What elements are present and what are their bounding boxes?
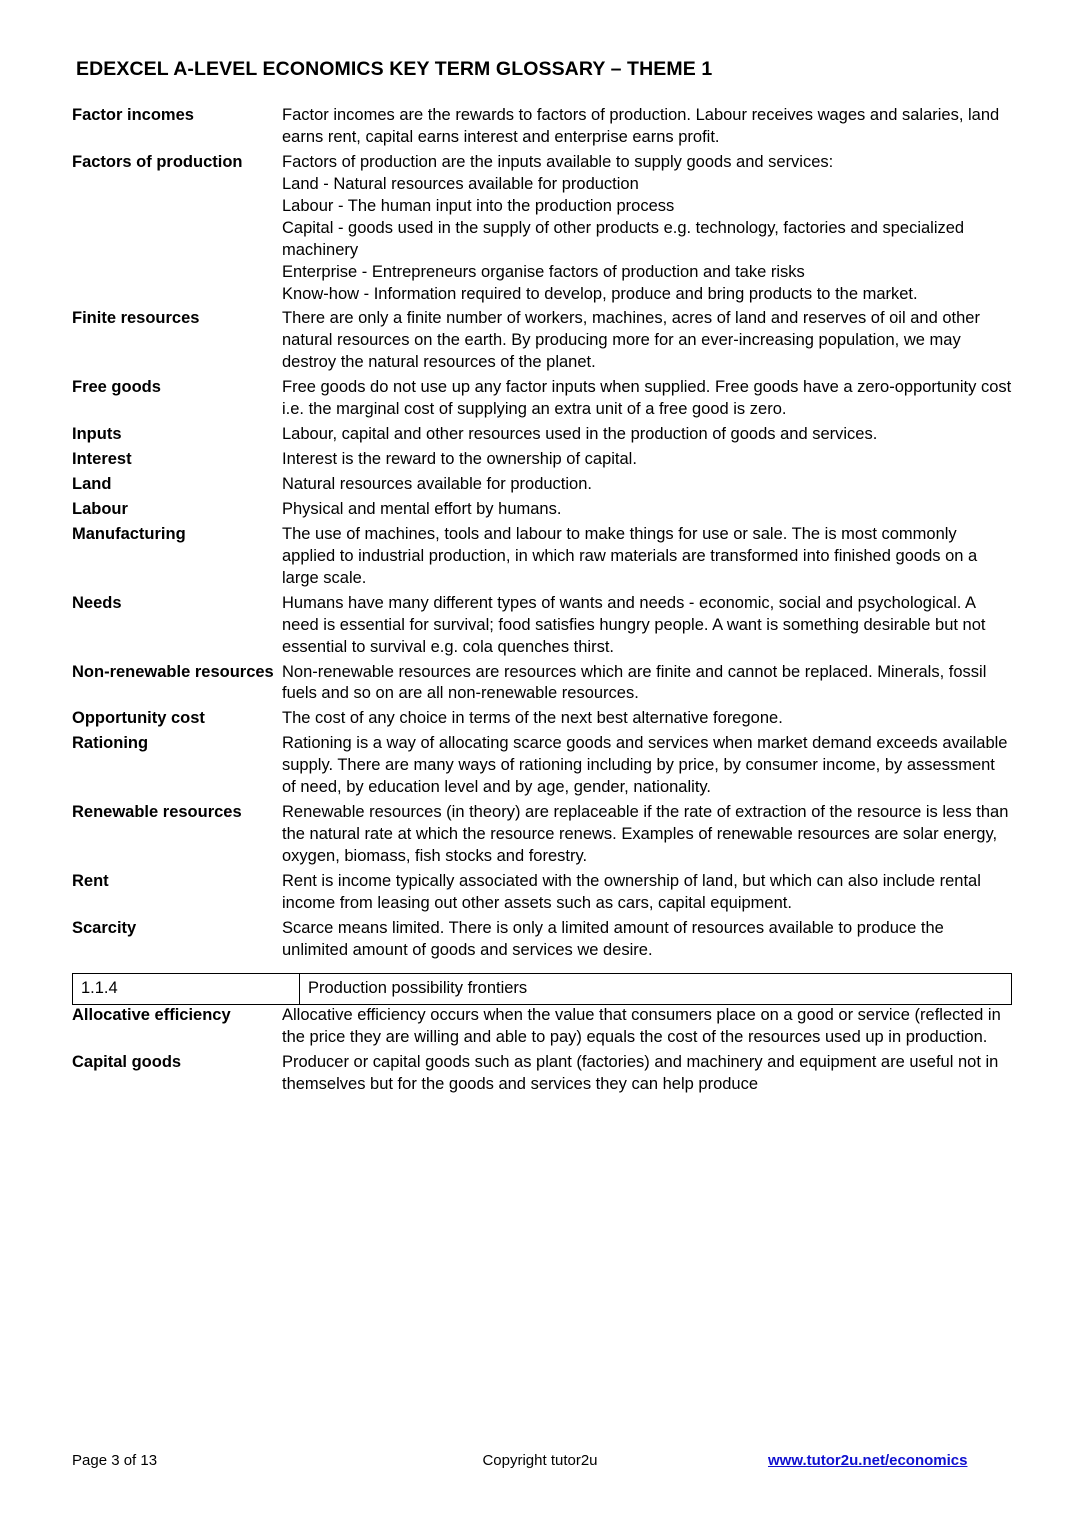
table-row	[72, 474, 1012, 499]
definition-line: The use of machines, tools and labour to make things for use or sale. The is most commonly applied to industrial production, in which raw materials are transformed into finished goods on a large scale.	[282, 524, 978, 587]
definition-text	[282, 449, 1012, 474]
table-row	[72, 449, 1012, 474]
term-label: Needs	[72, 593, 122, 612]
definition-text	[282, 733, 1012, 802]
section-title: Production possibility frontiers	[300, 973, 1012, 1004]
definition-line: Scarce means limited. There is only a limited amount of resources available to produce the unlimited amount of goods and services we desire.	[282, 918, 944, 959]
term-label: Rationing	[72, 734, 149, 753]
definition-text	[282, 377, 1012, 424]
definition-text	[282, 871, 1012, 918]
table-row	[72, 424, 1012, 449]
glossary-body-2	[72, 1005, 1012, 1099]
definition-text	[282, 474, 1012, 499]
table-row	[72, 918, 1012, 965]
definition-line: There are only a finite number of workers, machines, acres of land and reserves of oil and other natural resources on the earth. By producing more for an ever-increasing population, we may destroy the natural resources of the planet.	[282, 309, 980, 372]
definition-line: Factor incomes are the rewards to factors of production. Labour receives wages and salaries, land earns rent, capital earns interest and enterprise earns profit.	[282, 106, 1000, 146]
definition-line: Humans have many different types of wants and needs - economic, social and psychological. A need is essential for survival; food satisfies hungry people. A want is something desirable but not essential to survival e.g. cola quenches thirst.	[282, 593, 986, 656]
definition-line: Allocative efficiency occurs when the value that consumers place on a good or service (reflected in the price they are willing and able to pay) equals the cost of the resources used up in production.	[282, 1006, 1001, 1047]
term-label: Manufacturing	[72, 524, 186, 543]
definition-text	[282, 152, 1012, 309]
table-row	[72, 105, 1012, 152]
definition-text	[282, 802, 1012, 871]
section-header-table	[72, 973, 1012, 1005]
copyright-text: Copyright tutor2u	[482, 1452, 598, 1469]
definition-text	[282, 918, 1012, 965]
glossary-table-2	[72, 1005, 1012, 1099]
term-label: Rent	[72, 871, 109, 890]
definition-text	[282, 593, 1012, 662]
page-number: Page 3 of 13	[72, 1452, 158, 1469]
definition-line: Know-how - Information required to develop, produce and bring products to the market.	[282, 284, 918, 303]
definition-line: The cost of any choice in terms of the next best alternative foregone.	[282, 709, 783, 728]
term-label: Free goods	[72, 378, 161, 397]
table-row	[72, 1052, 1012, 1099]
table-row	[72, 152, 1012, 309]
definition-text	[282, 524, 1012, 593]
definition-line: Rationing is a way of allocating scarce goods and services when market demand exceeds available supply. There are many ways of rationing including by price, by consumer income, by assessment of need, by education level and by age, gender, nationality.	[282, 734, 1008, 797]
definition-line: Producer or capital goods such as plant (factories) and machinery and equipment are useful not in themselves but for the goods and services they can help produce	[282, 1053, 999, 1093]
term-label: Land	[72, 475, 112, 493]
definition-line: Land - Natural resources available for production	[282, 174, 639, 193]
definition-line: Rent is income typically associated with the ownership of land, but which can also include rental income from leasing out other assets such as cars, capital equipment.	[282, 871, 981, 912]
term-label: Renewable resources	[72, 803, 242, 822]
page-footer	[72, 1452, 1008, 1469]
glossary-table-1	[72, 105, 1012, 965]
definition-text	[282, 1005, 1012, 1052]
section-header-row	[73, 973, 1012, 1004]
definition-text	[282, 1052, 1012, 1099]
term-label: Capital goods	[72, 1053, 182, 1071]
table-row	[72, 708, 1012, 733]
page-title: EDEXCEL A-LEVEL ECONOMICS KEY TERM GLOSSARY – THEME 1	[76, 58, 713, 80]
table-row	[72, 524, 1012, 593]
glossary-body-1	[72, 105, 1012, 965]
table-row	[72, 499, 1012, 524]
table-row	[72, 308, 1012, 377]
definition-line: Labour - The human input into the production process	[282, 196, 675, 215]
term-label: Interest	[72, 450, 132, 469]
definition-line: Labour, capital and other resources used in the production of goods and services.	[282, 425, 878, 444]
definition-text	[282, 308, 1012, 377]
section-header-body	[73, 973, 1012, 1004]
definition-line: Capital - goods used in the supply of other products e.g. technology, factories and specialized machinery	[282, 218, 965, 259]
table-row	[72, 733, 1012, 802]
definition-line: Natural resources available for production.	[282, 475, 592, 493]
definition-line: Non-renewable resources are resources which are finite and cannot be replaced. Minerals, fossil fuels and so on are all non-renewable resources.	[282, 662, 987, 703]
definition-text	[282, 662, 1012, 709]
definition-line: Renewable resources (in theory) are replaceable if the rate of extraction of the resource is less than the natural rate at which the resource renews. Examples of renewable resources are solar energy, oxygen, biomass, fish stocks and forestry.	[282, 803, 1009, 865]
table-row	[72, 662, 1012, 709]
footer-link-wrapper	[768, 1452, 1008, 1469]
definition-text	[282, 105, 1012, 152]
section-code: 1.1.4	[73, 973, 300, 1004]
term-label: Labour	[72, 499, 128, 518]
term-label: Factors of production	[72, 152, 243, 171]
definition-line: Factors of production are the inputs available to supply goods and services:	[282, 152, 834, 171]
term-label: Non-renewable resources	[72, 662, 274, 681]
website-link[interactable]: www.tutor2u.net/economics	[768, 1452, 968, 1469]
table-row	[72, 377, 1012, 424]
definition-line: Interest is the reward to the ownership of capital.	[282, 450, 637, 469]
definition-line: Enterprise - Entrepreneurs organise factors of production and take risks	[282, 262, 805, 281]
table-row	[72, 593, 1012, 662]
definition-text	[282, 424, 1012, 449]
term-label: Scarcity	[72, 918, 137, 937]
term-label: Opportunity cost	[72, 709, 205, 728]
term-label: Allocative efficiency	[72, 1006, 231, 1025]
definition-text	[282, 499, 1012, 524]
definition-text	[282, 708, 1012, 733]
definition-line: Physical and mental effort by humans.	[282, 499, 562, 518]
table-row	[72, 1005, 1012, 1052]
term-label: Inputs	[72, 425, 122, 444]
table-row	[72, 871, 1012, 918]
table-row	[72, 802, 1012, 871]
term-label: Factor incomes	[72, 106, 194, 124]
term-label: Finite resources	[72, 309, 200, 328]
definition-line: Free goods do not use up any factor inputs when supplied. Free goods have a zero-opportunity cost i.e. the marginal cost of supplying an extra unit of a free good is zero.	[282, 378, 1012, 419]
